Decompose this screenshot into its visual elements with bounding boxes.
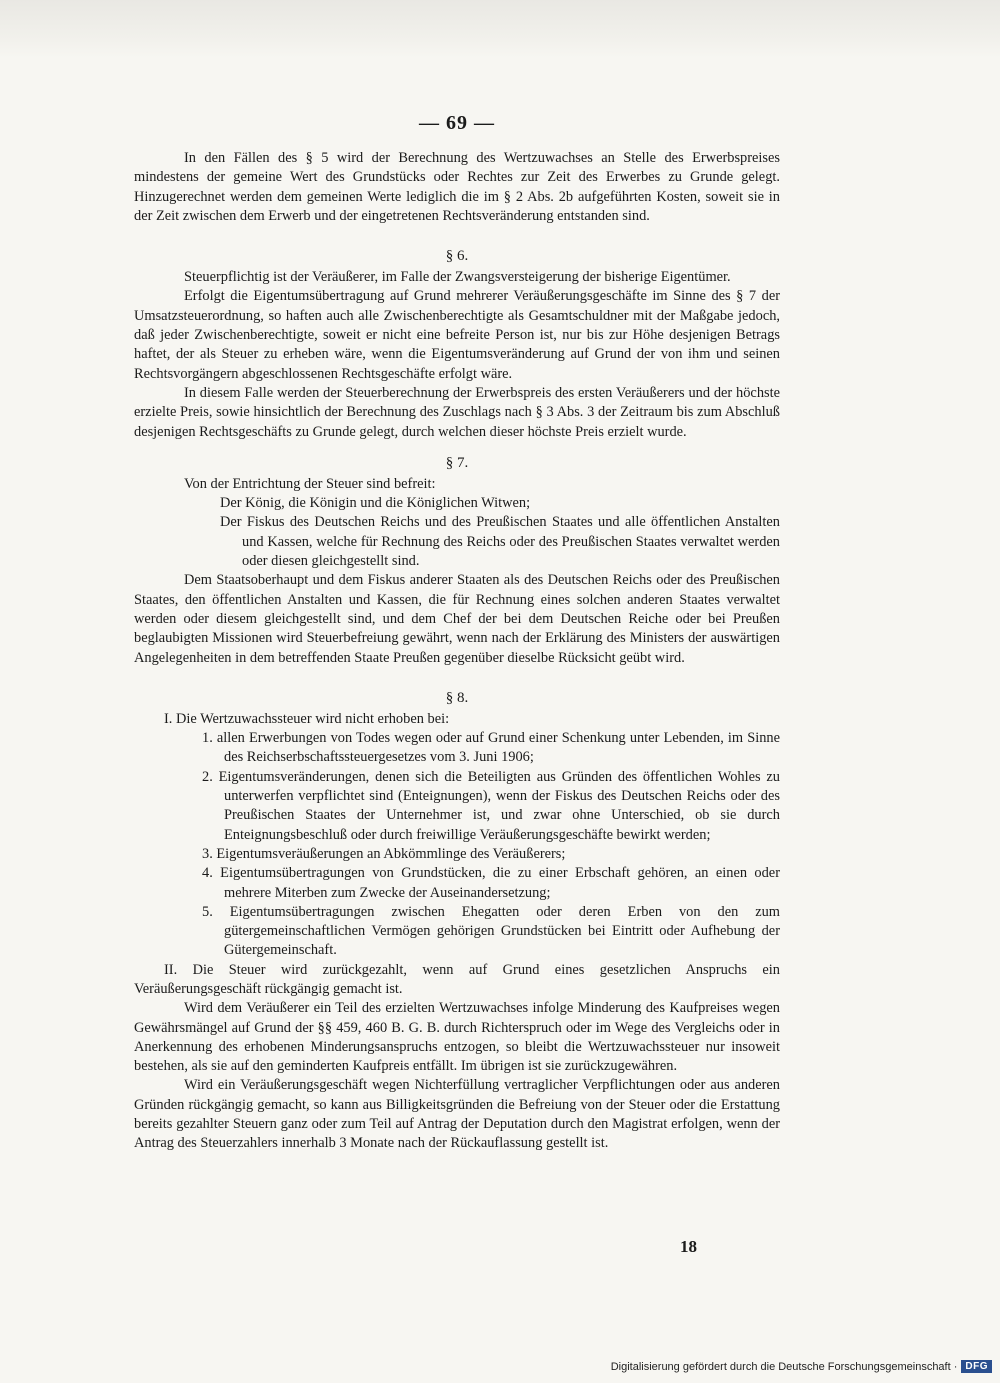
paragraph: In den Fällen des § 5 wird der Berechnung des Wertzuwachses an Stelle des Erwerbspreises mindestens der gemeine Wert des Grundstücks oder Rechtes zur Zeit des Erwerbes zu Grunde gelegt. Hinzugerechnet werden dem gemeinen Werte lediglich die im § 2 Abs. 2b aufgeführten Kosten, soweit sie in der Zeit zwischen dem Erwerb und der eingetretenen Rechtsveränderung entstanden sind. — [134, 150, 780, 224]
document-page — [134, 112, 780, 1154]
list-item: Der Fiskus des Deutschen Reichs und des Preußischen Staates und alle öffentlichen Anstalten und Kassen, welche für Rechnung des Reichs oder des Preußischen Staates verwaltet werden oder diesen gleichgestellt sind. — [220, 514, 780, 570]
list-item: 4. Eigentumsübertragungen von Grundstücken, die zu einer Erbschaft gehören, an einen oder mehrere Miterben zum Zwecke der Auseinandersetzung; — [202, 865, 780, 901]
list-item: 2. Eigentumsveränderungen, denen sich die Beteiligten aus Gründen des öffentlichen Wohles zu unterwerfen verpflichtet sind (Enteignungen), wenn der Fiskus des Deutschen Reichs oder des Preußischen Staates der Unternehmer ist, und zwar ohne Unterschied, ob sie durch Enteignungsbeschluß oder durch freiwillige Veräußerungsgeschäfte bewirkt werden; — [202, 768, 780, 843]
paragraph: In diesem Falle werden der Steuerberechnung der Erwerbspreis des ersten Veräußerers und der höchste erzielte Preis, sowie hinsichtlich der Berechnung des Zuschlags nach § 3 Abs. 3 der Zeitraum bis zum Abschluß desjenigen Rechtsgeschäfts zu Grunde gelegt, durch welchen dieser höchste Preis erzielt wurde. — [134, 384, 780, 440]
paragraph: Dem Staatsoberhaupt und dem Fiskus anderer Staaten als des Deutschen Reichs oder des Preußischen Staates, den öffentlichen Anstalten und Kassen, die für Rechnung eines solchen anderen Staates verwaltet werden oder diesem gleichgestellt sind, und dem Chef der bei dem Deutschen Reiche oder bei Preußen beglaubigten Missionen wird Steuerbefreiung gewährt, wenn nach der Erklärung des Ministers der auswärtigen Angelegenheiten in dem betreffenden Staate Preußen gegenüber dieselbe Rücksicht geübt wird. — [134, 572, 780, 666]
dfg-logo-icon: DFG — [961, 1360, 992, 1373]
paragraph: Erfolgt die Eigentumsübertragung auf Grund mehrerer Veräußerungsgeschäfte im Sinne des § 7 der Umsatzsteuerordnung, so haften auch alle Zwischenberechtigte als Gesamtschuldner mit der Maßgabe jedoch, daß jeder Zwischenberechtigte, soweit er nicht eine befreite Person ist, nur bis zur Höhe desjenigen Betrags haftet, der als Steuer zu erheben wäre, wenn die Eigentumsveränderung auf Grund der von ihm und seinen Rechtsvorgängern abgeschlossenen Rechtsgeschäfte erfolgt wäre. — [134, 288, 780, 382]
numbered-list — [134, 729, 780, 961]
digitization-footer — [611, 1360, 992, 1373]
paragraph: Steuerpflichtig ist der Veräußerer, im Falle der Zwangsversteigerung der bisherige Eigentümer. — [184, 269, 731, 286]
paragraph: Von der Entrichtung der Steuer sind befreit: — [184, 475, 436, 492]
sheet-signature-number: 18 — [680, 1237, 697, 1256]
exemption-list — [134, 494, 780, 571]
list-item: Der König, die Königin und die Königlichen Witwen; — [220, 495, 531, 512]
list-item: 1. allen Erwerbungen von Todes wegen oder auf Grund einer Schenkung unter Lebenden, im Sinne des Reichserbschaftssteuergesetzes vom 3. Juni 1906; — [202, 730, 780, 766]
scan-top-strip — [0, 0, 1000, 58]
paragraph: II. Die Steuer wird zurückgezahlt, wenn auf Grund eines gesetzlichen Anspruchs ein Veräußerungsgeschäft rückgängig gemacht ist. — [134, 961, 780, 997]
paragraph: Wird dem Veräußerer ein Teil des erzielten Wertzuwachses infolge Minderung des Kaufpreises wegen Gewährsmängel auf Grund der §§ 459, 460 B. G. B. durch Richterspruch oder im Wege des Vergleichs oder in Anerkennung des erhobenen Minderungsanspruchs entzogen, so bleibt die Wertzuwachssteuer nur insoweit bestehen, als sie auf den geminderten Kaufpreis entfällt. Im übrigen ist sie zurückzugewähren. — [134, 1000, 780, 1075]
list-item: 3. Eigentumsveräußerungen an Abkömmlinge des Veräußerers; — [202, 845, 566, 862]
list-item: 5. Eigentumsübertragungen zwischen Ehegatten oder deren Erben von den zum gütergemeinschaftlichen Vermögen gehörigen Grundstücken bei Eintritt oder Aufhebung der Gütergemeinschaft. — [202, 903, 780, 959]
section-heading: § 6. — [445, 248, 469, 265]
paragraph: I. Die Wertzuwachssteuer wird nicht erhoben bei: — [164, 710, 450, 727]
section-heading: § 7. — [445, 454, 469, 471]
paragraph: Wird ein Veräußerungsgeschäft wegen Nichterfüllung vertraglicher Verpflichtungen oder aus anderen Gründen rückgängig gemacht, so kann aus Billigkeitsgründen die Befreiung von der Steuer oder die Erstattung bereits gezahlter Steuern ganz oder zum Teil auf Antrag der Deputation durch den Magistrat erfolgen, wenn der Antrag des Steuerzahlers innerhalb 3 Monate nach der Rückauflassung gestellt ist. — [134, 1077, 780, 1152]
footer-text: Digitalisierung gefördert durch die Deutsche Forschungsgemeinschaft · — [610, 1360, 958, 1373]
page-number: — 69 — — [419, 112, 495, 134]
section-heading: § 8. — [445, 689, 469, 706]
